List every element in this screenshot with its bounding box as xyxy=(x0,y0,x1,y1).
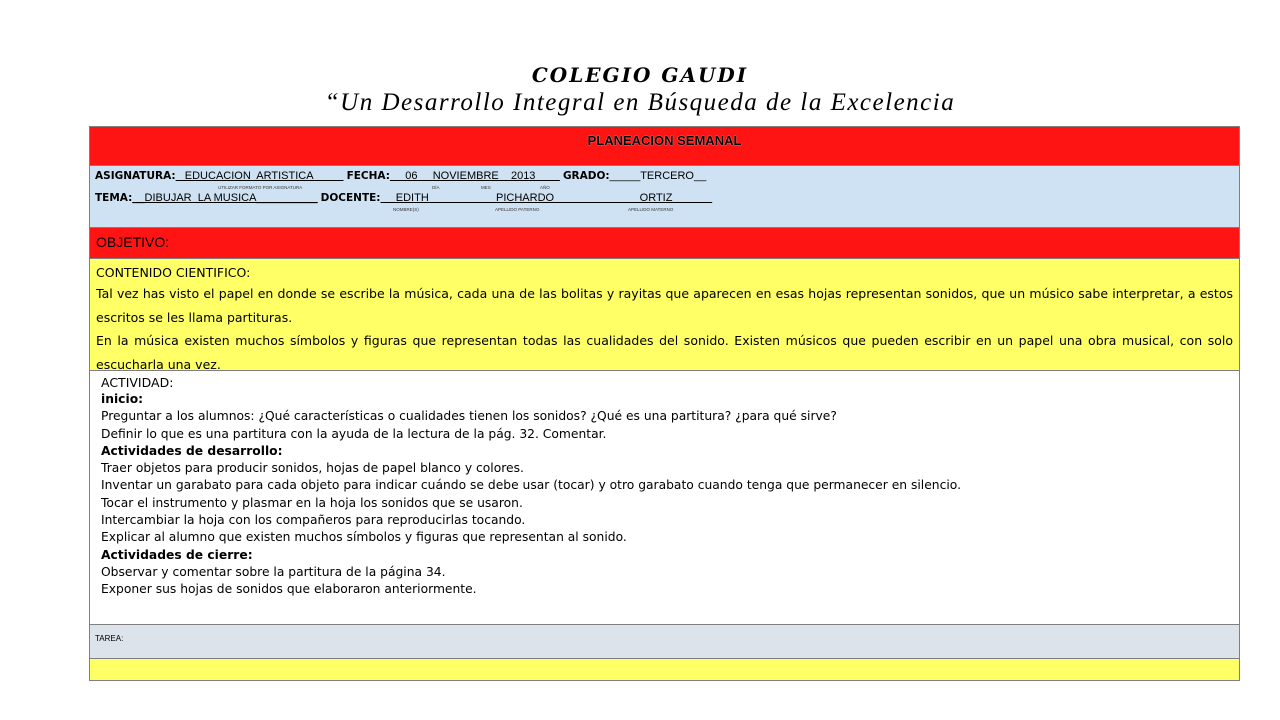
topic-teacher-line xyxy=(95,192,1239,205)
fecha-label: FECHA: xyxy=(346,170,390,182)
list-item: Traer objetos para producir sonidos, hojas de papel blanco y colores. xyxy=(101,461,524,476)
info-row xyxy=(90,166,1239,228)
tema-value: __DIBUJAR LA MUSICA__________ xyxy=(132,192,318,204)
list-item: Observar y comentar sobre la partitura de la página 34. xyxy=(101,564,446,579)
inicio-heading: inicio: xyxy=(101,392,144,406)
weekly-plan-table xyxy=(89,126,1240,681)
footer-band xyxy=(90,659,1239,680)
actividad-title: ACTIVIDAD: xyxy=(101,375,174,390)
info-hints-line2 xyxy=(95,205,1239,214)
hint-anio: AÑO xyxy=(540,185,550,190)
objetivo-row xyxy=(90,228,1239,259)
hint-nombres: NOMBRE(S) xyxy=(393,207,419,212)
contenido-row xyxy=(90,259,1239,371)
desarrollo-heading: Actividades de desarrollo: xyxy=(101,443,283,458)
contenido-title: CONTENIDO CIENTIFICO: xyxy=(96,265,251,280)
contenido-paragraph-1: Tal vez has visto el papel en donde se escribe la música, cada una de las bolitas y rayitas que aparecen en esas hojas representan sonidos, que un músico sabe interpretar, a estos escritos se les llama partituras. xyxy=(96,286,1233,325)
asignatura-value: EDUCACION ARTISTICA xyxy=(175,170,344,182)
grado-value: _____TERCERO__ xyxy=(609,170,707,182)
list-item: Explicar al alumno que existen muchos símbolos y figuras que representan al sonido. xyxy=(101,530,627,545)
plan-title: PLANEACION SEMANAL xyxy=(587,133,742,148)
list-item: Definir lo que es una partitura con la ayuda de la lectura de la pág. 32. Comentar. xyxy=(101,426,607,441)
hint-dia: DÍA xyxy=(432,185,440,190)
plan-title-row xyxy=(90,127,1239,166)
info-hints-line1 xyxy=(95,183,1239,192)
cierre-heading: Actividades de cierre: xyxy=(101,547,253,562)
objetivo-label: OBJETIVO: xyxy=(96,234,170,250)
hint-materno: APELLIDO MATERNO xyxy=(628,207,674,212)
docente-label: DOCENTE: xyxy=(320,192,381,204)
fecha-value: 06 NOVIEMBRE 2013 xyxy=(389,170,560,182)
contenido-paragraph-2: En la música existen muchos símbolos y figuras que representan todas las cualidades del sonido. Existen músicos que pueden escribir en un papel una obra musical, con solo escucharla una vez. xyxy=(96,333,1233,372)
actividad-row xyxy=(90,371,1239,625)
subject-date-grade-line xyxy=(95,170,1239,183)
school-name: COLEGIO GAUDI xyxy=(531,63,749,87)
school-motto: “Un Desarrollo Integral en Búsqueda de la Excelencia xyxy=(324,89,956,116)
tema-label: TEMA: xyxy=(95,192,133,204)
list-item: Inventar un garabato para cada objeto para indicar cuándo se debe usar (tocar) y otro garabato cuando tenga que permanecer en silencio. xyxy=(101,478,961,493)
grado-label: GRADO: xyxy=(562,170,610,182)
list-item: Intercambiar la hoja con los compañeros para reproducirlas tocando. xyxy=(101,513,526,528)
hint-paterno: APELLIDO PATERNO xyxy=(495,207,540,212)
asignatura-label: ASIGNATURA: xyxy=(95,170,176,182)
list-item: Tocar el instrumento y plasmar en la hoja los sonidos que se usaron. xyxy=(101,495,523,510)
list-item: Preguntar a los alumnos: ¿Qué características o cualidades tienen los sonidos? ¿Qué es una partitura? ¿para qué sirve? xyxy=(101,409,837,424)
tarea-label: TAREA: xyxy=(95,634,124,643)
list-item: Exponer sus hojas de sonidos que elaboraron anteriormente. xyxy=(101,582,477,597)
hint-asignatura: UTILIZAR FORMATO POR ASIGNATURA xyxy=(218,185,303,190)
hint-mes: MES xyxy=(481,185,491,190)
docente-value: EDITH PICHARDO ORTIZ xyxy=(380,192,713,204)
tarea-row xyxy=(90,625,1239,659)
document-header xyxy=(0,62,1280,118)
